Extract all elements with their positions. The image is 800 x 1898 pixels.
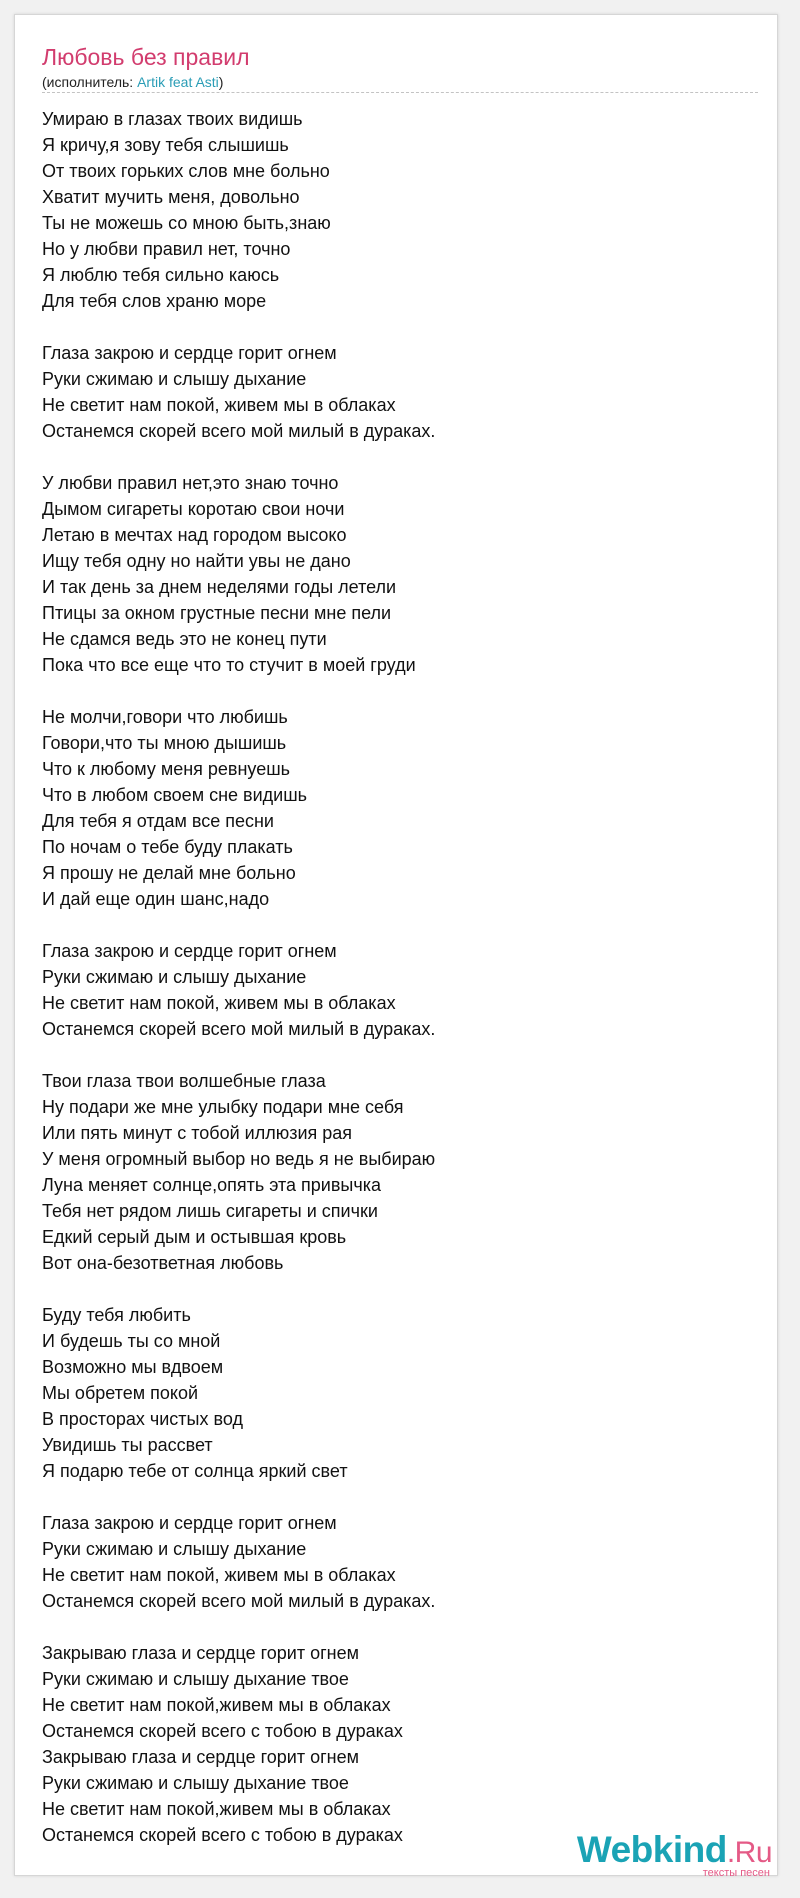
lyrics-stanza — [42, 1640, 752, 1848]
lyrics-line: Мы обретем покой — [42, 1383, 199, 1403]
lyrics-line: Но у любви правил нет, точно — [42, 239, 291, 259]
lyrics-stanza — [42, 106, 752, 314]
lyrics-line: Останемся скорей всего с тобою в дураках — [42, 1721, 403, 1741]
lyrics-line: Не светит нам покой, живем мы в облаках — [42, 993, 396, 1013]
lyrics-line: Дымом сигареты коротаю свои ночи — [42, 499, 345, 519]
lyrics-line: Птицы за окном грустные песни мне пели — [42, 603, 392, 623]
lyrics-stanza — [42, 704, 752, 912]
lyrics-line: Не светит нам покой, живем мы в облаках — [42, 1565, 396, 1585]
lyrics-line: Я кричу,я зову тебя слышишь — [42, 135, 289, 155]
lyrics-line: Я подарю тебе от солнца яркий свет — [42, 1461, 348, 1481]
lyrics-line: У любви правил нет,это знаю точно — [42, 473, 339, 493]
performer-line — [42, 73, 223, 91]
lyrics-line: Не молчи,говори что любишь — [42, 707, 288, 727]
lyrics-line: Останемся скорей всего мой милый в дураках. — [42, 1019, 436, 1039]
lyrics-line: Не сдамся ведь это не конец пути — [42, 629, 327, 649]
lyrics-line: Что в любом своем сне видишь — [42, 785, 308, 805]
lyrics-line: Летаю в мечтах над городом высоко — [42, 525, 347, 545]
lyrics-line: Не светит нам покой,живем мы в облаках — [42, 1799, 391, 1819]
lyrics-line: От твоих горьких слов мне больно — [42, 161, 330, 181]
logo-tld: .Ru — [726, 1836, 772, 1869]
performer-prefix: (исполнитель: — [42, 74, 138, 90]
lyrics-line: Буду тебя любить — [42, 1305, 191, 1325]
lyrics-line: Глаза закрою и сердце горит огнем — [42, 343, 337, 363]
lyrics-line: Хватит мучить меня, довольно — [42, 187, 300, 207]
webkind-logo[interactable] — [552, 1830, 772, 1880]
logo-tagline: тексты песен — [702, 1867, 770, 1879]
lyrics-line: Закрываю глаза и сердце горит огнем — [42, 1643, 360, 1663]
lyrics-line: Ищу тебя одну но найти увы не дано — [42, 551, 351, 571]
title-divider — [42, 92, 758, 93]
lyrics-line: Я люблю тебя сильно каюсь — [42, 265, 280, 285]
lyrics-line: Или пять минут с тобой иллюзия рая — [42, 1123, 353, 1143]
lyrics-line: Ты не можешь со мною быть,знаю — [42, 213, 331, 233]
lyrics-line: Руки сжимаю и слышу дыхание твое — [42, 1669, 349, 1689]
lyrics-line: Глаза закрою и сердце горит огнем — [42, 941, 337, 961]
lyrics-line: У меня огромный выбор но ведь я не выбираю — [42, 1149, 436, 1169]
lyrics-line: Закрываю глаза и сердце горит огнем — [42, 1747, 360, 1767]
artist-link[interactable]: Artik feat Asti — [137, 74, 219, 90]
lyrics-line: Останемся скорей всего мой милый в дураках. — [42, 421, 436, 441]
lyrics-line: Останемся скорей всего с тобою в дураках — [42, 1825, 403, 1845]
lyrics-line: Ну подари же мне улыбку подари мне себя — [42, 1097, 404, 1117]
lyrics-line: Останемся скорей всего мой милый в дураках. — [42, 1591, 436, 1611]
lyrics-line: Возможно мы вдвоем — [42, 1357, 224, 1377]
logo-brand: Webkind — [576, 1829, 727, 1870]
song-title: Любовь без правил — [42, 44, 250, 70]
lyrics-line: Вот она-безответная любовь — [42, 1253, 284, 1273]
lyrics-line: Руки сжимаю и слышу дыхание — [42, 1539, 307, 1559]
lyrics-stanza — [42, 1510, 752, 1614]
performer-suffix: ) — [218, 74, 224, 90]
lyrics-line: И так день за днем неделями годы летели — [42, 577, 397, 597]
lyrics-line: Для тебя я отдам все песни — [42, 811, 274, 831]
lyrics-line: Луна меняет солнце,опять эта привычка — [42, 1175, 382, 1195]
lyrics-line: И будешь ты со мной — [42, 1331, 221, 1351]
lyrics-line: В просторах чистых вод — [42, 1409, 243, 1429]
lyrics-line: Я прошу не делай мне больно — [42, 863, 296, 883]
lyrics-line: Умираю в глазах твоих видишь — [42, 109, 303, 129]
lyrics-line: Руки сжимаю и слышу дыхание — [42, 369, 307, 389]
lyrics-line: Твои глаза твои волшебные глаза — [42, 1071, 326, 1091]
lyrics-stanza — [42, 470, 752, 678]
lyrics-line: Не светит нам покой,живем мы в облаках — [42, 1695, 391, 1715]
lyrics-line: Едкий серый дым и остывшая кровь — [42, 1227, 347, 1247]
lyrics-stanza — [42, 1068, 752, 1276]
lyrics-line: Руки сжимаю и слышу дыхание твое — [42, 1773, 349, 1793]
lyrics-line: Руки сжимаю и слышу дыхание — [42, 967, 307, 987]
lyrics-line: По ночам о тебе буду плакать — [42, 837, 293, 857]
lyrics-text — [42, 106, 752, 1874]
lyrics-stanza — [42, 340, 752, 444]
lyrics-line: Говори,что ты мною дышишь — [42, 733, 287, 753]
lyrics-line: Увидишь ты рассвет — [42, 1435, 213, 1455]
lyrics-line: И дай еще один шанс,надо — [42, 889, 270, 909]
lyrics-stanza — [42, 1302, 752, 1484]
lyrics-stanza — [42, 938, 752, 1042]
lyrics-line: Тебя нет рядом лишь сигареты и спички — [42, 1201, 378, 1221]
lyrics-line: Не светит нам покой, живем мы в облаках — [42, 395, 396, 415]
lyrics-line: Глаза закрою и сердце горит огнем — [42, 1513, 337, 1533]
lyrics-line: Что к любому меня ревнуешь — [42, 759, 291, 779]
lyrics-line: Пока что все еще что то стучит в моей груди — [42, 655, 416, 675]
lyrics-line: Для тебя слов храню море — [42, 291, 267, 311]
